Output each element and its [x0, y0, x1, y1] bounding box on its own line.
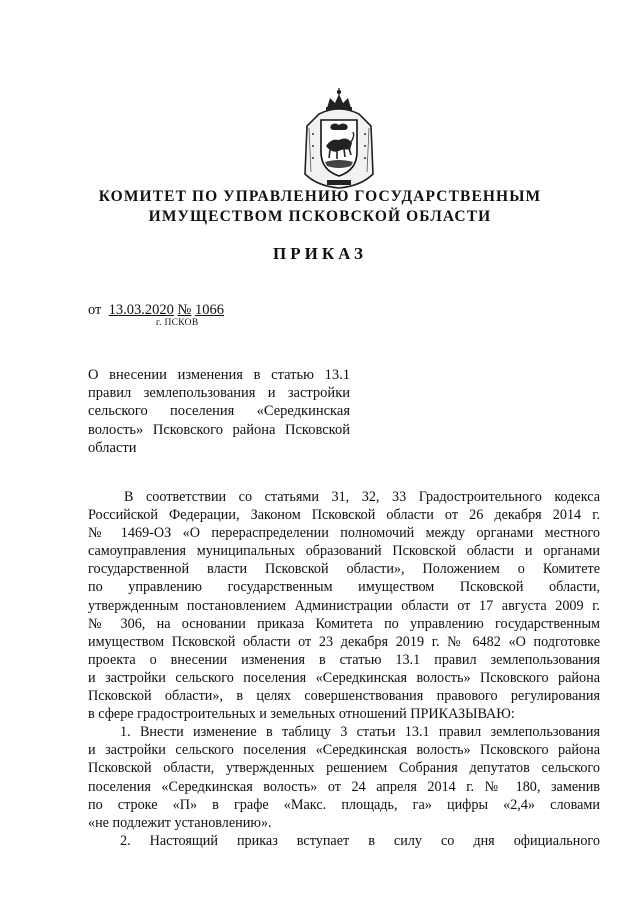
subject-line: области: [88, 439, 137, 456]
order-number: 1066: [195, 302, 224, 318]
pskov-coat-of-arms-icon: [297, 86, 381, 190]
body-line: Российской Федерации, Законом Псковской области от 26 декабря 2014 г.: [88, 507, 600, 524]
body-line: № 306, на основании приказа Комитета по управлению государственным: [88, 615, 600, 632]
body-line: проекта о внесении изменения в статью 13.1 правил землепользования: [88, 651, 600, 668]
organization-name-line-1: КОМИТЕТ ПО УПРАВЛЕНИЮ ГОСУДАРСТВЕННЫМ: [98, 188, 542, 205]
body-line: Псковской области», в целях совершенствования правового регулирования: [88, 688, 600, 705]
body-line: «не подлежит установлению».: [88, 814, 272, 831]
body-line: по строке «П» в графе «Макс. площадь, га» цифры «2,4» словами: [88, 796, 600, 813]
subject-line: сельского поселения «Середкинская: [88, 403, 350, 420]
body-line: Псковской области, утвержденных решением Собрания депутатов сельского: [88, 760, 600, 777]
body-line: 1. Внести изменение в таблицу 3 статьи 13.1 правил землепользования: [120, 724, 600, 741]
body-line: и застройки сельского поселения «Середкинская волость» Псковского района: [88, 669, 600, 686]
body-line: государственной власти Псковской области», Положением о Комитете: [88, 561, 600, 578]
body-line: утвержденным постановлением Администрации области от 17 августа 2009 г.: [88, 597, 600, 614]
subject-line: волость» Псковского района Псковской: [88, 421, 350, 438]
organization-name-line-2: ИМУЩЕСТВОМ ПСКОВСКОЙ ОБЛАСТИ: [148, 208, 492, 225]
body-line: имуществом Псковской области от 23 декабря 2019 г. № 6482 «О подготовке: [88, 633, 600, 650]
body-line: 2. Настоящий приказ вступает в силу со дня официального: [120, 832, 600, 849]
date-number-line: [88, 302, 224, 319]
body-line: № 1469-ОЗ «О перераспределении полномочий между органами местного: [88, 525, 600, 542]
from-label: от: [88, 302, 102, 318]
order-subject: [88, 366, 350, 457]
body-line: В соответствии со статьями 31, 32, 33 Градостроительного кодекса: [124, 489, 600, 505]
order-body: [88, 488, 600, 850]
subject-line: О внесении изменения в статью 13.1: [88, 367, 350, 383]
city-label: г. ПСКОВ: [156, 318, 199, 328]
body-line: и застройки сельского поселения «Середкинская волость» Псковского района: [88, 742, 600, 759]
body-line: по управлению государственным имуществом Псковской области,: [88, 579, 600, 596]
order-date: 13.03.2020: [108, 302, 174, 318]
document-title: ПРИКАЗ: [273, 244, 367, 263]
body-line: самоуправления муниципальных образований Псковской области и органами: [88, 543, 600, 560]
number-label: №: [177, 302, 192, 318]
body-line: поселения «Середкинская волость» от 24 апреля 2014 г. № 180, заменив: [88, 778, 600, 795]
subject-line: правил землепользования и застройки: [88, 385, 350, 402]
body-line: в сфере градостроительных и земельных отношений ПРИКАЗЫВАЮ:: [88, 706, 515, 723]
